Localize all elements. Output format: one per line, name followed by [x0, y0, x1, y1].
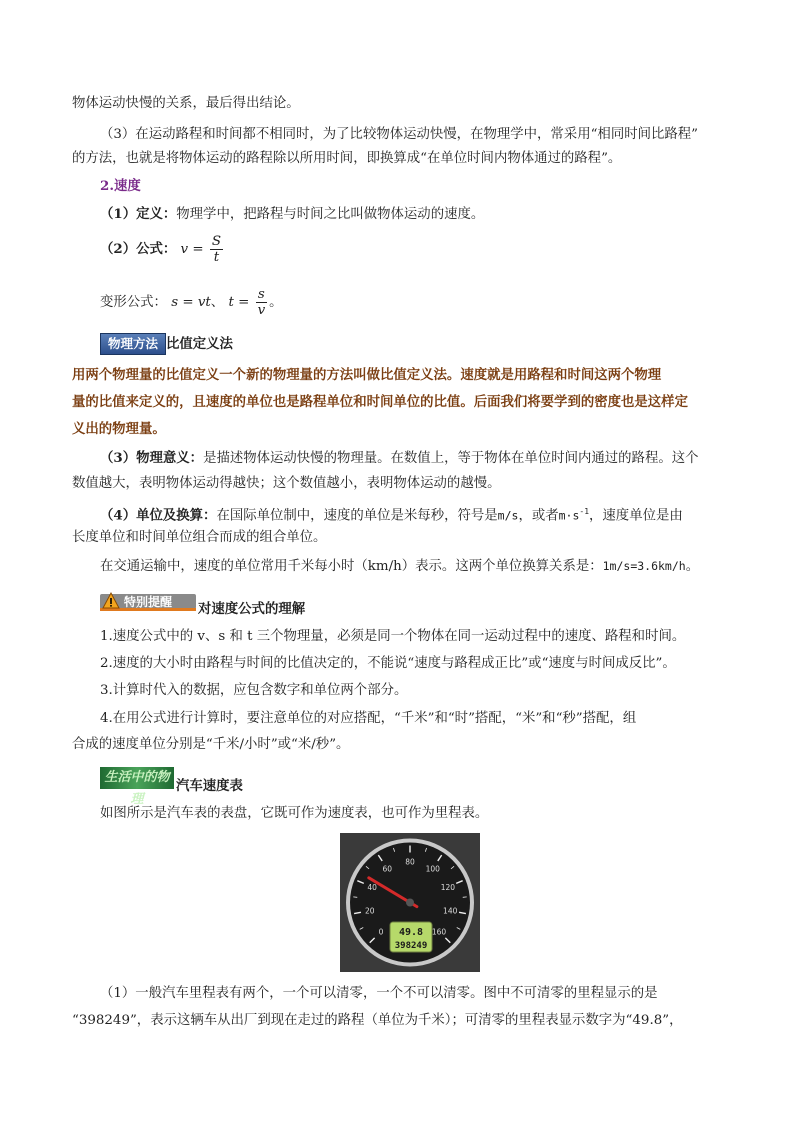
formula-label: （2）公式：	[100, 241, 177, 257]
life-badge	[100, 767, 174, 807]
unit-superscript: -1	[579, 507, 590, 516]
gauge-tick-label: 120	[440, 882, 456, 892]
paragraph-line: （3）在运动路程和时间都不相同时，为了比较物体运动快慢，在物理学中，常采用“相同时间比路程”	[100, 127, 699, 142]
odometer-readout: 398249	[394, 941, 428, 951]
definition-label: （1）定义：	[100, 206, 177, 222]
variant-sep: 、	[210, 295, 225, 310]
variant-label: 变形公式：	[100, 295, 167, 310]
reminder-item: 合成的速度单位分别是“千米/小时”或“米/秒”。	[72, 737, 350, 752]
method-title: 比值定义法	[166, 336, 233, 352]
gauge-tick-label: 160	[431, 927, 447, 937]
units-line	[100, 502, 760, 526]
units-line	[100, 556, 760, 577]
variant-numerator: s	[256, 287, 268, 303]
units-text: ，或者	[518, 508, 559, 524]
conversion-value: 1m/s=3.6km/h	[602, 559, 686, 573]
formula-denominator: t	[213, 250, 220, 265]
formula-line	[100, 232, 760, 267]
units-text: ，速度单位是由	[589, 508, 683, 524]
unit-symbol: m·s	[558, 508, 580, 523]
closing-line: “398249”，表示这辆车从出厂到现在走过的路程（单位为千米）；可清零的里程表显示数字为“49.8”，	[72, 1013, 683, 1028]
life-title: 汽车速度表	[176, 778, 243, 794]
reminder-badge-label: 特别提醒	[124, 595, 173, 609]
paragraph-line: 物体运动快慢的关系，最后得出结论。	[72, 96, 300, 111]
meaning-line	[100, 448, 760, 469]
variant-denominator: v	[257, 303, 266, 318]
units-line: 长度单位和时间单位组合而成的组合单位。	[72, 530, 327, 545]
gauge-tick-label: 60	[382, 864, 392, 874]
life-intro: 如图所示是汽车表的表盘，它既可作为速度表，也可作为里程表。	[100, 806, 489, 821]
reminder-item: 3.计算时代入的数据，应包含数字和单位两个部分。	[100, 683, 408, 698]
definition-line	[100, 204, 760, 225]
reminder-item: 4.在用公式进行计算时，要注意单位的对应搭配，“千米”和“时”搭配，“米”和“秒”搭配，组	[100, 711, 637, 726]
units-text: 在国际单位制中，速度的单位是米每秒，符号是	[216, 508, 498, 524]
meaning-text: 是描述物体运动快慢的物理量。在数值上，等于物体在单位时间内通过的路程。这个	[203, 451, 699, 466]
method-line: 义出的物理量。	[72, 421, 166, 437]
gauge-tick-label: 40	[367, 882, 377, 892]
variant-a: s = vt	[171, 295, 211, 310]
formula-fraction	[210, 234, 223, 265]
gauge-tick-label: 140	[443, 906, 458, 916]
gauge-tick-label: 0	[378, 927, 384, 937]
reminder-item: 1.速度公式中的 v、s 和 t 三个物理量，必须是同一个物体在同一运动过程中的速度、路程和时间。	[100, 629, 686, 644]
method-line: 量的比值来定义的，且速度的单位也是路程单位和时间单位的比值。后面我们将要学到的密度也是这样定	[72, 394, 688, 410]
variant-fraction	[256, 287, 268, 318]
section-heading: 2.速度	[100, 178, 141, 194]
units-text: 在交通运输中，速度的单位常用千米每小时（km/h）表示。这两个单位换算关系是：	[100, 559, 603, 574]
gauge-tick-label: 20	[365, 906, 375, 916]
gauge-hub	[406, 899, 414, 907]
meaning-line: 数值越大，表明物体运动得越快；这个数值越小，表明物体运动的越慢。	[72, 476, 501, 491]
reminder-item: 2.速度的大小时由路程与时间的比值决定的，不能说“速度与路程成正比”或“速度与时间成反比”。	[100, 656, 676, 671]
speedometer-image	[340, 833, 480, 972]
reminder-badge	[100, 591, 196, 612]
variant-b: t =	[228, 295, 250, 310]
formula-numerator: S	[211, 234, 222, 249]
paragraph-line: 的方法，也就是将物体运动的路程除以所用时间，即换算成“在单位时间内物体通过的路程”。	[72, 151, 622, 166]
life-badge-label: 生活中的物理	[104, 770, 170, 807]
gauge-tick-label: 80	[405, 857, 415, 867]
gauge-tick-label: 100	[425, 864, 440, 874]
closing-line: （1）一般汽车里程表有两个，一个可以清零，一个不可以清零。图中不可清零的里程显示的是	[100, 986, 658, 1001]
meaning-label: （3）物理意义：	[100, 450, 204, 466]
definition-text: 物理学中，把路程与时间之比叫做物体运动的速度。	[176, 207, 485, 222]
units-text: 。	[685, 559, 700, 574]
variant-formula-line	[100, 286, 760, 320]
trip-readout: 49.8	[398, 927, 424, 938]
variant-end: 。	[269, 295, 283, 310]
reminder-title: 对速度公式的理解	[198, 601, 306, 617]
method-badge: 物理方法	[100, 333, 166, 355]
formula-lhs: v =	[180, 242, 204, 257]
unit-symbol: m/s	[497, 508, 519, 523]
units-label: （4）单位及换算：	[100, 507, 217, 524]
method-line: 用两个物理量的比值定义一个新的物理量的方法叫做比值定义法。速度就是用路程和时间这两个物理	[72, 367, 662, 383]
